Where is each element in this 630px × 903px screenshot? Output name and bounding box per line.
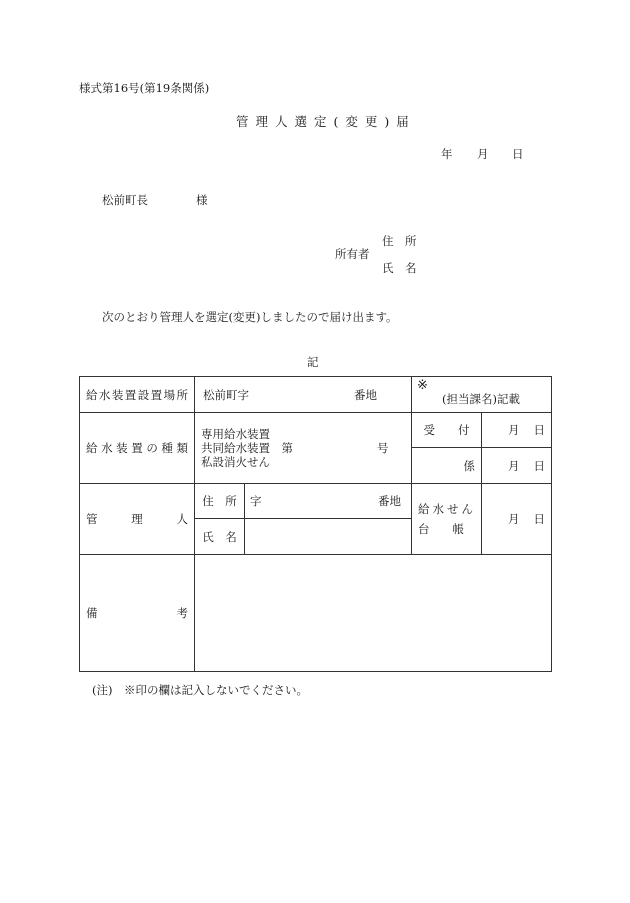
office-mark: ※ [417, 378, 428, 393]
ledger-date[interactable] [482, 484, 552, 555]
office-note-cell [412, 377, 552, 413]
type-option-hydrant: 私設消火せん [201, 455, 270, 469]
type-label: 給水装置の種類 [80, 413, 195, 484]
ledger-month: 月 [508, 512, 520, 526]
ledger-label-line2: 台 帳 [418, 522, 464, 536]
addressee: 松前町長 [102, 193, 148, 207]
body-text: 次のとおり管理人を選定(変更)しましたので届け出ます。 [102, 310, 398, 324]
remarks-label: 備考 [80, 555, 195, 672]
ledger-label-line1: 給水せん [418, 502, 476, 516]
form-number: 様式第16号(第19条関係) [79, 81, 210, 95]
type-option-dedicated: 専用給水装置 [201, 427, 270, 441]
owner-address-label: 住 所 [382, 234, 417, 248]
manager-name-field[interactable] [245, 519, 412, 555]
reception-day: 日 [533, 423, 545, 437]
staff-label: 係 [412, 448, 482, 484]
manager-name-label: 氏 名 [195, 519, 245, 555]
date-year-label: 年 [441, 147, 453, 161]
application-table [79, 376, 552, 672]
staff-day: 日 [533, 458, 545, 473]
owner-name-label: 氏 名 [382, 261, 417, 275]
ledger-day: 日 [533, 512, 545, 526]
type-option-shared-suffix: 号 [377, 441, 389, 455]
manager-address-field[interactable] [245, 484, 412, 519]
ledger-label [412, 484, 482, 555]
type-option-shared: 共同給水装置 第 [201, 441, 293, 455]
manager-label: 管理人 [80, 484, 195, 555]
location-suffix: 番地 [354, 387, 377, 402]
manager-banchi: 番地 [378, 494, 401, 508]
owner-label: 所有者 [335, 247, 370, 261]
staff-date[interactable] [482, 448, 552, 484]
honorific: 様 [196, 193, 208, 207]
remarks-field[interactable] [195, 555, 552, 672]
staff-month: 月 [508, 458, 520, 473]
location-label: 給水装置設置場所 [80, 377, 195, 413]
reception-month: 月 [508, 423, 520, 437]
manager-aza: 字 [250, 494, 262, 508]
reception-date[interactable] [482, 413, 552, 448]
date-month-label: 月 [477, 147, 489, 161]
page-title: 管理人選定(変更)届 [236, 114, 416, 129]
office-note: (担当課名)記載 [442, 392, 520, 406]
manager-address-label: 住 所 [195, 484, 245, 519]
location-field[interactable] [195, 377, 412, 413]
reception-label: 受 付 [412, 413, 482, 448]
date-day-label: 日 [512, 147, 524, 161]
footnote: (注) ※印の欄は記入しないでください。 [92, 683, 308, 697]
location-prefix: 松前町字 [203, 387, 249, 402]
type-options [195, 413, 412, 484]
ki-marker: 記 [307, 355, 319, 369]
